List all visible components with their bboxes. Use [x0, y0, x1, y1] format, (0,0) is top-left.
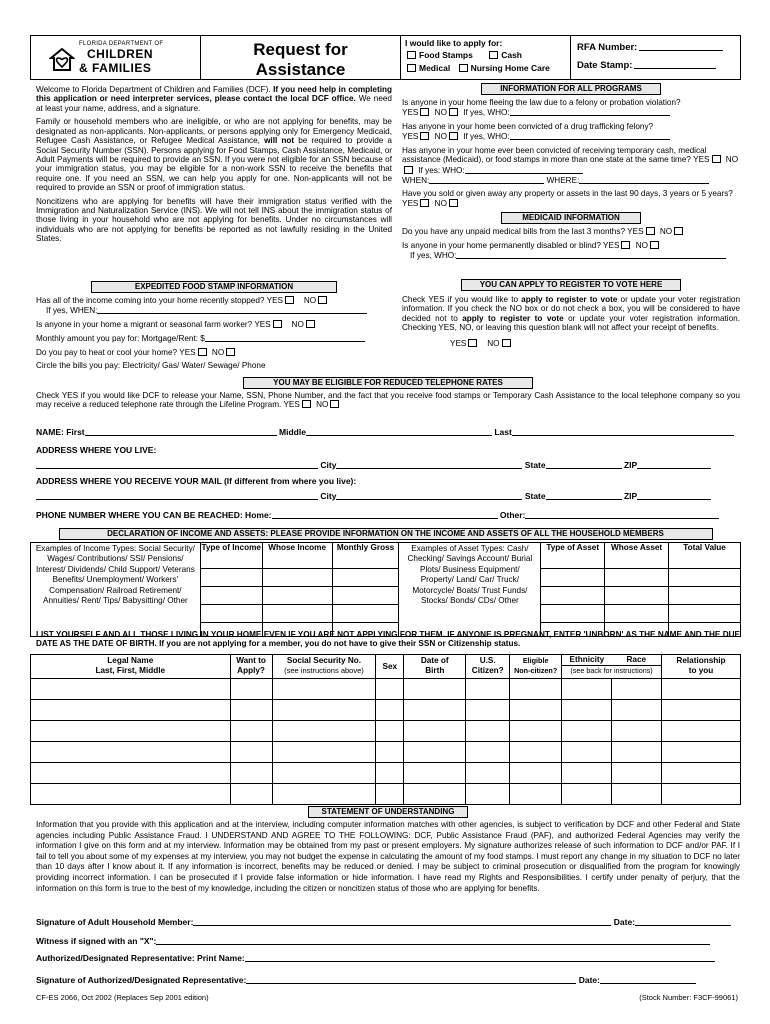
heart-house-icon [49, 46, 75, 72]
drug-who-field[interactable] [510, 131, 670, 140]
address-mail-row: City State ZIP [36, 491, 740, 502]
agency-families: & FAMILIES [79, 61, 152, 75]
address-live-state-field[interactable] [546, 460, 622, 469]
first-name-field[interactable] [85, 427, 277, 436]
multistate-who-field[interactable] [465, 165, 583, 174]
address-mail-city-field[interactable] [336, 491, 522, 500]
heat-cool-yes-checkbox[interactable] [198, 348, 207, 356]
asset-cell[interactable] [541, 587, 605, 605]
address-mail-zip-field[interactable] [637, 491, 711, 500]
adult-date-field[interactable] [635, 917, 731, 926]
rep-signature-field[interactable] [246, 975, 576, 984]
disabled-yes-checkbox[interactable] [621, 241, 630, 249]
phone-row: PHONE NUMBER WHERE YOU CAN BE REACHED: Home: Other: [36, 510, 740, 521]
household-row[interactable] [31, 742, 741, 763]
disabled-who-field[interactable] [456, 250, 726, 259]
income-stopped-yes-checkbox[interactable] [285, 296, 294, 304]
medical-bills-yes-checkbox[interactable] [646, 227, 655, 235]
fleeing-who-field[interactable] [510, 107, 670, 116]
migrant-yes-checkbox[interactable] [273, 320, 282, 328]
rep-signature-row: Signature of Authorized/Designated Representative: Date: [36, 975, 740, 986]
stock-number: (Stock Number: F3CF-99061) [639, 993, 738, 1002]
address-mail-street-field[interactable] [36, 491, 318, 500]
dcf-logo [31, 36, 201, 79]
address-live-zip-field[interactable] [637, 460, 711, 469]
address-live-row: City State ZIP [36, 460, 740, 471]
food-stamps-checkbox[interactable] [407, 51, 416, 59]
income-stopped-when-field[interactable] [97, 305, 367, 314]
rfa-box: RFA Number: Date Stamp: [571, 36, 740, 79]
food-stamp-heading: EXPEDITED FOOD STAMP INFORMATION [91, 281, 337, 293]
income-cell[interactable] [262, 569, 332, 587]
fleeing-yes-checkbox[interactable] [420, 108, 429, 116]
fleeing-no-checkbox[interactable] [449, 108, 458, 116]
home-phone-field[interactable] [272, 510, 498, 519]
lifeline-yes-checkbox[interactable] [302, 400, 311, 408]
name-row: NAME: First Middle Last [36, 427, 740, 438]
multistate-no-checkbox[interactable] [404, 166, 413, 174]
asset-cell[interactable] [605, 587, 669, 605]
income-cell[interactable] [332, 587, 399, 605]
property-no-checkbox[interactable] [449, 199, 458, 207]
vote-heading: YOU CAN APPLY TO REGISTER TO VOTE HERE [461, 279, 681, 291]
asset-cell[interactable] [669, 569, 741, 587]
form-title: Request for Assistance [201, 36, 401, 79]
statement-text: Information that you provide with this application and at the interview, including computer information matches with other agencies, is subject to verification by DCF and other Federal and State agencies including Public Assistance Fraud. I UNDERSTAND AND AGREE TO THE FOLLOWING: DCF, Public Assistance Fraud (PAF), and authorized Federal Agencies may verify the information I give on this form and at my interview. Information may be obtained from my past or present employers. My signature authorizes release of such information to DCF and/or PAF. If I fail to tell you about some of my expenses at my interview, you may not budget the expense in calculating the amount of my food stamps. I must report any change in my situation to DCF no later than 10 days after I know about it. If any information is incorrect, benefits may be reduced or denied. I may be subject to criminal prosecution or disqualified from the program for knowingly providing incorrect information. I can be prosecuted if I provide false information or hide information. I have read my Rights and Responsibilities. I certify under penalty of perjury, that the information on this form is true to the best of my knowledge, including the citizen or noncitizen status of those who are applying for benefits. [36, 820, 740, 893]
telephone-section: YOU MAY BE ELIGIBLE FOR REDUCED TELEPHONE RATES Check YES if you would like DCF to release your Name, SSN, Phone Number, and the fact that you receive food stamps or Temporary Cash Assistance to the local telephone company so you may receive a reduced telephone rate through the Lifeline Program. YES NO [36, 378, 740, 410]
adult-signature-field[interactable] [193, 917, 611, 926]
medical-checkbox[interactable] [407, 64, 416, 72]
income-cell[interactable] [332, 569, 399, 587]
income-assets-table: Examples of Income Types: Social Security/ Wages/ Contributions/ SSI/ Pensions/ Interest/ Dividends/ Child Support/ Veterans Benefits/ Unemployment/ Workers' Compensation/ Railroad Retirement/ Annuities/ Rent/ Tips/ Babysitting/ Other Type of Income Whose Income Monthly Gross Examples of Asset Types: Cash/ Checking/ Savings Account/ Burial Plots/ Business Equipment/ Property/ Land/ Car/ Truck/ Motorcycle/ Boats/ Trust Funds/ Stocks/ Bonds/ CDs/ Other Type of Asset Whose Asset Total Value [30, 542, 741, 637]
asset-examples: Examples of Asset Types: Cash/ Checking/ Savings Account/ Burial Plots/ Business Equipment/ Property/ Land/ Car/ Truck/ Motorcycle/ Boats/ Trust Funds/ Stocks/ Bonds/ CDs/ Other [399, 543, 541, 637]
address-live-label: ADDRESS WHERE YOU LIVE: [36, 445, 157, 455]
asset-cell[interactable] [669, 605, 741, 623]
asset-cell[interactable] [541, 605, 605, 623]
address-live-city-field[interactable] [336, 460, 522, 469]
household-row[interactable] [31, 679, 741, 700]
vote-yes-checkbox[interactable] [468, 339, 477, 347]
food-stamp-section: EXPEDITED FOOD STAMP INFORMATION Has all of the income coming into your home recently stopped? YES NO If yes, WHEN: Is anyone in your home a migrant or seasonal farm worker? YES NO Monthly amount you pay for: Mortgage/Rent: $ Do you pay to heat or cool your home? YES NO Circle the bills you pay: Electricity/ Gas/ Water/ Sewage/ Phone [36, 281, 392, 371]
all-programs-heading: INFORMATION FOR ALL PROGRAMS [481, 83, 661, 95]
medicaid-heading: MEDICAID INFORMATION [501, 212, 641, 224]
household-table: Legal Name Last, First, Middle Want to Apply? Social Security No. (see instructions above) Sex Date of Birth U.S. Citizen? Eligible Non-citizen? Ethnicity Race (see back for instructions) Relationship to you [30, 654, 741, 805]
agency-children: CHILDREN [87, 47, 153, 61]
last-name-field[interactable] [512, 427, 734, 436]
multistate-when-field[interactable] [429, 175, 544, 184]
asset-cell[interactable] [541, 569, 605, 587]
disabled-no-checkbox[interactable] [650, 241, 659, 249]
income-cell[interactable] [200, 605, 262, 623]
rep-name-row: Authorized/Designated Representative: Print Name: [36, 953, 740, 964]
rfa-number-field[interactable] [639, 42, 723, 51]
income-cell[interactable] [262, 587, 332, 605]
rep-name-field[interactable] [245, 953, 715, 962]
medical-bills-no-checkbox[interactable] [674, 227, 683, 235]
vote-section: YOU CAN APPLY TO REGISTER TO VOTE HERE Check YES if you would like to apply to register to vote or update your voter registration information. If you check the NO box or do not check a box, you will be considered to have decided not to apply to register to vote or update your voter registration information. Checking YES, NO, or leaving this question blank will not affect your receipt of benefits. YES NO [402, 280, 740, 348]
adult-signature-row: Signature of Adult Household Member: Date: [36, 917, 740, 928]
cash-checkbox[interactable] [489, 51, 498, 59]
all-programs-section: INFORMATION FOR ALL PROGRAMS Is anyone in your home fleeing the law due to a felony or probation violation? YES NO If yes, WHO: Has anyone in your home been convicted of a drug trafficking felony? YES NO If yes, WHO: Has anyone in your home ever been convicted of receiving temporary cash, medical assistance (Medicaid), or food stamps in more than one state at the same time? YES NO If yes: WHO: WHEN: WHERE: Have you sold or given away any property or assets in the last 90 days, 3 years or 5 years? YES NO MEDICAID INFORMATION Do you have any unpaid medical bills from the last 3 months? YES NO Is anyone in your home permanently disabled or blind? YES NO If yes, WHO: [402, 84, 739, 261]
apply-for-box: I would like to apply for: Food Stamps Cash Medical Nursing Home Care [401, 36, 571, 79]
vote-no-checkbox[interactable] [502, 339, 511, 347]
circle-bills-text[interactable]: Circle the bills you pay: Electricity/ Gas/ Water/ Sewage/ Phone [36, 361, 266, 371]
asset-cell[interactable] [605, 569, 669, 587]
address-mail-label: ADDRESS WHERE YOU RECEIVE YOUR MAIL (If different from where you live): [36, 476, 357, 486]
mortgage-rent-field[interactable] [205, 333, 365, 342]
form-id: CF-ES 2066, Oct 2002 (Replaces Sep 2001 edition) [36, 993, 209, 1002]
drug-no-checkbox[interactable] [449, 132, 458, 140]
multistate-yes-checkbox[interactable] [712, 155, 721, 163]
income-assets-section [30, 528, 741, 637]
date-stamp-field[interactable] [634, 60, 716, 69]
statement-heading: STATEMENT OF UNDERSTANDING [308, 806, 468, 818]
asset-cell[interactable] [669, 587, 741, 605]
household-row[interactable] [31, 700, 741, 721]
multistate-where-field[interactable] [579, 175, 709, 184]
address-live-street-field[interactable] [36, 460, 318, 469]
income-cell[interactable] [332, 605, 399, 623]
income-heading: DECLARATION OF INCOME AND ASSETS: PLEASE PROVIDE INFORMATION ON THE INCOME AND ASSETS OF ALL THE HOUSEHOLD MEMBERS [59, 528, 713, 540]
nursing-home-checkbox[interactable] [459, 64, 468, 72]
property-yes-checkbox[interactable] [420, 199, 429, 207]
household-instructions: LIST YOURSELF AND ALL THOSE LIVING IN YOUR HOME EVEN IF YOU ARE NOT APPLYING FOR THEM. IF ANYONE IS PREGNANT, ENTER 'UNBORN' AS THE NAME AND THE DUE DATE AS THE DATE OF BIRTH. If you are not applying for a member, you do not have to give their SSN or Citizenship status. [36, 630, 740, 649]
lifeline-no-checkbox[interactable] [330, 400, 339, 408]
statement-section [36, 806, 740, 894]
middle-name-field[interactable] [306, 427, 492, 436]
household-row[interactable] [31, 763, 741, 784]
heat-cool-no-checkbox[interactable] [226, 348, 235, 356]
income-cell[interactable] [200, 569, 262, 587]
migrant-no-checkbox[interactable] [306, 320, 315, 328]
address-mail-state-field[interactable] [546, 491, 622, 500]
drug-yes-checkbox[interactable] [420, 132, 429, 140]
household-row[interactable] [31, 721, 741, 742]
telephone-heading: YOU MAY BE ELIGIBLE FOR REDUCED TELEPHONE RATES [243, 377, 533, 389]
income-stopped-no-checkbox[interactable] [318, 296, 327, 304]
income-cell[interactable] [200, 587, 262, 605]
witness-row: Witness if signed with an "X": [36, 936, 740, 947]
agency-line: FLORIDA DEPARTMENT OF [79, 41, 164, 47]
rep-date-field[interactable] [600, 975, 696, 984]
witness-field[interactable] [156, 936, 710, 945]
income-examples: Examples of Income Types: Social Security/ Wages/ Contributions/ SSI/ Pensions/ Interest/ Dividends/ Child Support/ Veterans Benefits/ Unemployment/ Workers' Compensation/ Railroad Retirement/ Annuities/ Rent/ Tips/ Babysitting/ Other [31, 543, 201, 637]
household-row[interactable] [31, 784, 741, 805]
other-phone-field[interactable] [525, 510, 719, 519]
welcome-section: Welcome to Florida Department of Children and Families (DCF). If you need help in completing this application or need interpreter services, please contact the local DCF office. We need at least your name, address, and a signature. Family or household members who are ineligible, or who are not applying for benefits, may be designated as non-applicants. Non-applicants, or persons applying only for Emergency Medicaid, Refugee Cash Assistance, or Refugee Medical Assistance, will not be required to provide a Social Security Number (SSN). Persons applying for Food Stamps, Cash Assistance, Medicaid, or Adult Payments will be required to provide an SSN. If you were not eligible for an SSN because of your immigration status, you may be eligible for a non-work SSN to receive the benefits that require one. If you need an SSN, we can help you apply for one. Non-applicants will not be required to provide an SSN or proof of immigration status. Noncitizens who are applying for benefits will have their immigration status verified with the Immigration and Naturalization Service (INS). We will not tell INS about the immigration status of those living in your household who are not applying for benefits. Under no circumstances will individuals who are not applying for benefits be reported as not lawfully residing in the United States. [36, 85, 392, 244]
income-cell[interactable] [262, 605, 332, 623]
form-header [30, 35, 741, 80]
asset-cell[interactable] [605, 605, 669, 623]
